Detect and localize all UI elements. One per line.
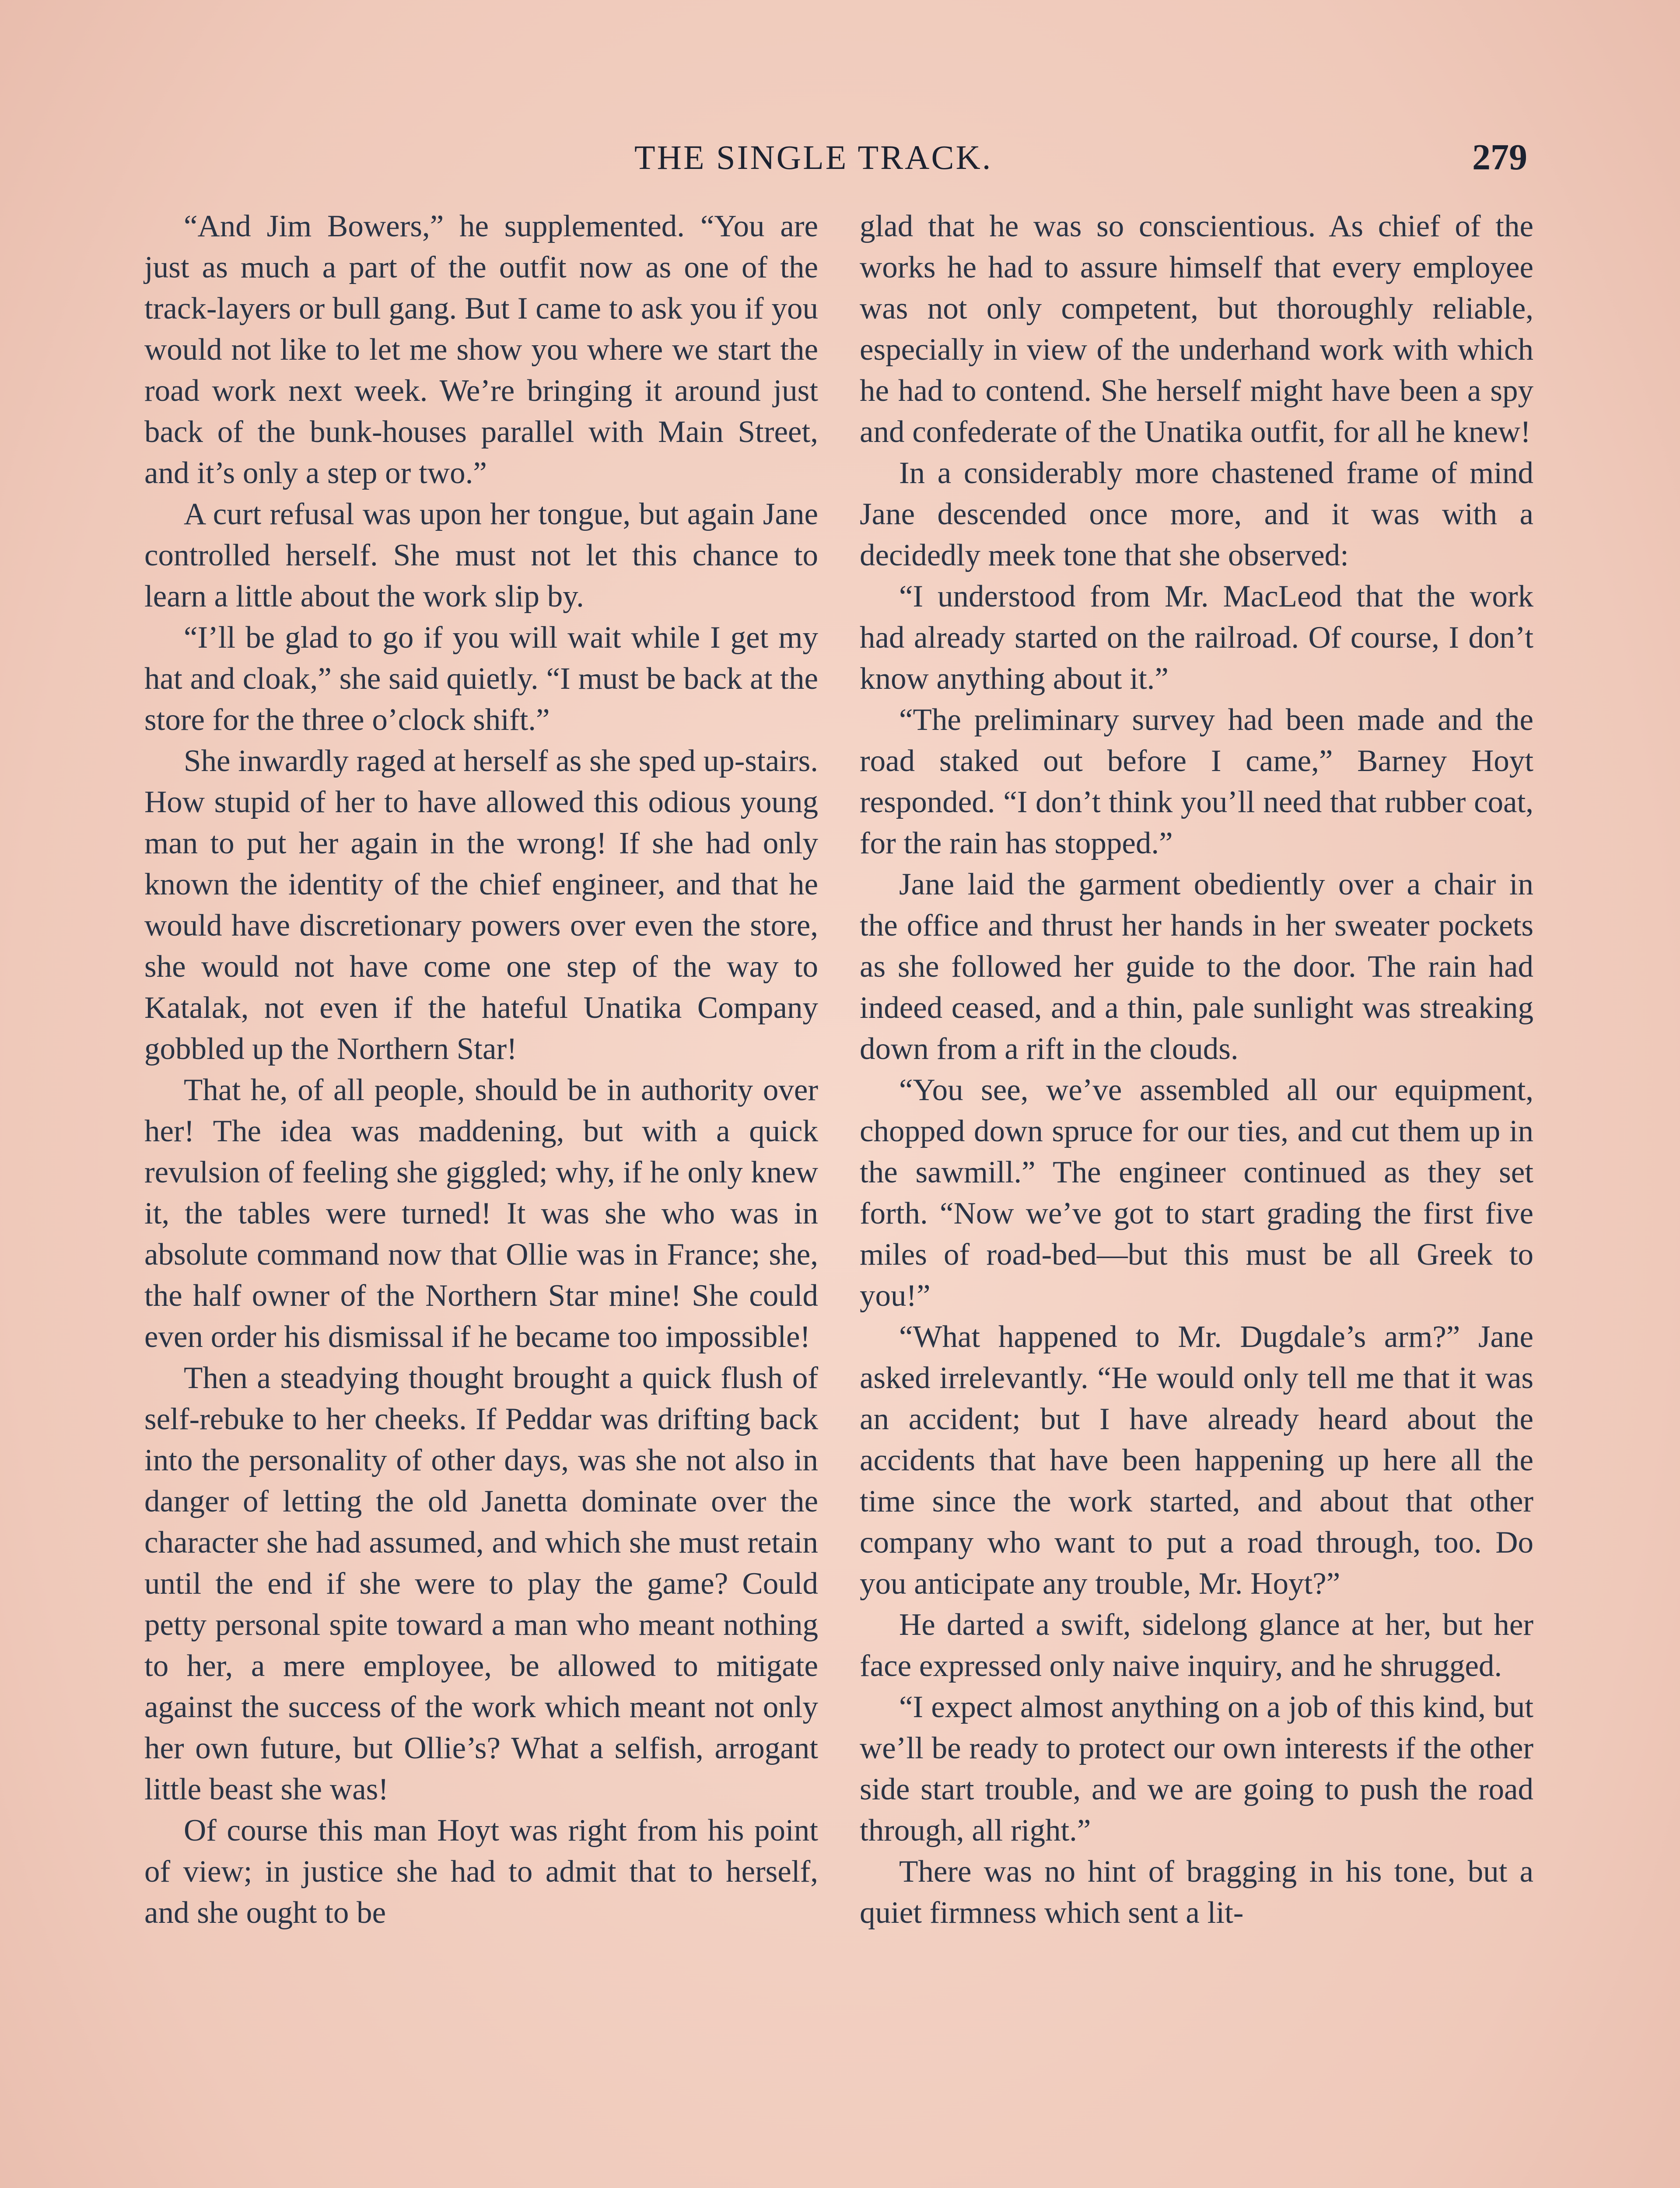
- paragraph: In a considerably more chastened frame of mind Jane descended once more, and it was with a decidedly meek tone that she observed:: [860, 456, 1533, 572]
- paragraph: That he, of all people, should be in authority over her! The idea was maddening, but with a quick revulsion of feeling she giggled; why, if he only knew it, the tables were turned! It was she who was in absolute command now that Ollie was in France; she, the half owner of the Northern Star mine! She could even order his dismissal if he became too impossible!: [144, 1073, 818, 1354]
- left-column: [144, 206, 818, 1933]
- paragraph: “What happened to Mr. Dugdale’s arm?” Jane asked irrelevantly. “He would only tell me that it was an accident; but I have already heard about the accidents that have been happening up here all the time since the work started, and about that other company who want to put a road through, too. Do you anticipate any trouble, Mr. Hoyt?”: [860, 1320, 1533, 1601]
- paragraph: Jane laid the garment obediently over a chair in the office and thrust her hands in her sweater pockets as she followed her guide to the door. The rain had indeed ceased, and a thin, pale sunlight was streaking down from a rift in the clouds.: [860, 867, 1533, 1066]
- paragraph: She inwardly raged at herself as she sped up-stairs. How stupid of her to have allowed this odious young man to put her again in the wrong! If she had only known the identity of the chief engineer, and that he would have discretionary powers over even the store, she would not have come one step of the way to Katalak, not even if the hateful Unatika Company gobbled up the Northern Star!: [144, 744, 818, 1066]
- paragraph-continued: glad that he was so conscientious. As chief of the works he had to assure himself that every employee was not only competent, but thoroughly reliable, especially in view of the underhand work with which he had to contend. She herself might have been a spy and confederate of the Unatika outfit, for all he knew!: [860, 209, 1533, 449]
- paragraph: Then a steadying thought brought a quick flush of self-rebuke to her cheeks. If Peddar was drifting back into the personality of other days, was she not also in danger of letting the old Janetta dominate over the character she had assumed, and which she must retain until the end if she were to play the game? Could petty personal spite toward a man who meant nothing to her, a mere employee, be allowed to mitigate against the success of the work which meant not only her own future, but Ollie’s? What a selfish, arrogant little beast she was!: [144, 1361, 818, 1806]
- paragraph: Of course this man Hoyt was right from his point of view; in justice she had to admit that to herself, and she ought to be: [144, 1813, 818, 1930]
- paragraph: “I expect almost anything on a job of this kind, but we’ll be ready to protect our own interests if the other side start trouble, and we are going to push the road through, all right.”: [860, 1690, 1533, 1848]
- paragraph: “I understood from Mr. MacLeod that the work had already started on the railroad. Of course, I don’t know anything about it.”: [860, 579, 1533, 696]
- running-title: THE SINGLE TRACK.: [634, 138, 993, 176]
- paragraph: “The preliminary survey had been made and the road staked out before I came,” Barney Hoyt responded. “I don’t think you’ll need that rubber coat, for the rain has stopped.”: [860, 703, 1533, 860]
- paragraph: “And Jim Bowers,” he supplemented. “You are just as much a part of the outfit now as one of the track-layers or bull gang. But I came to ask you if you would not like to let me show you where we start the road work next week. We’re bringing it around just back of the bunk-houses parallel with Main Street, and it’s only a step or two.”: [144, 209, 818, 490]
- page-number: 279: [1472, 137, 1527, 178]
- paragraph: There was no hint of bragging in his tone, but a quiet firmness which sent a lit-: [860, 1855, 1533, 1930]
- paragraph: “I’ll be glad to go if you will wait while I get my hat and cloak,” she said quietly. “I must be back at the store for the three o’clock shift.”: [144, 621, 818, 737]
- paragraph: A curt refusal was upon her tongue, but again Jane controlled herself. She must not let this chance to learn a little about the work slip by.: [144, 497, 818, 614]
- paragraph: “You see, we’ve assembled all our equipment, chopped down spruce for our ties, and cut them up in the sawmill.” The engineer continued as they set forth. “Now we’ve got to start grading the first five miles of road-bed—but this must be all Greek to you!”: [860, 1073, 1533, 1313]
- right-column: [860, 206, 1533, 1933]
- running-head: [0, 131, 1680, 184]
- paragraph: He darted a swift, sidelong glance at her, but her face expressed only naive inquiry, and he shrugged.: [860, 1608, 1533, 1683]
